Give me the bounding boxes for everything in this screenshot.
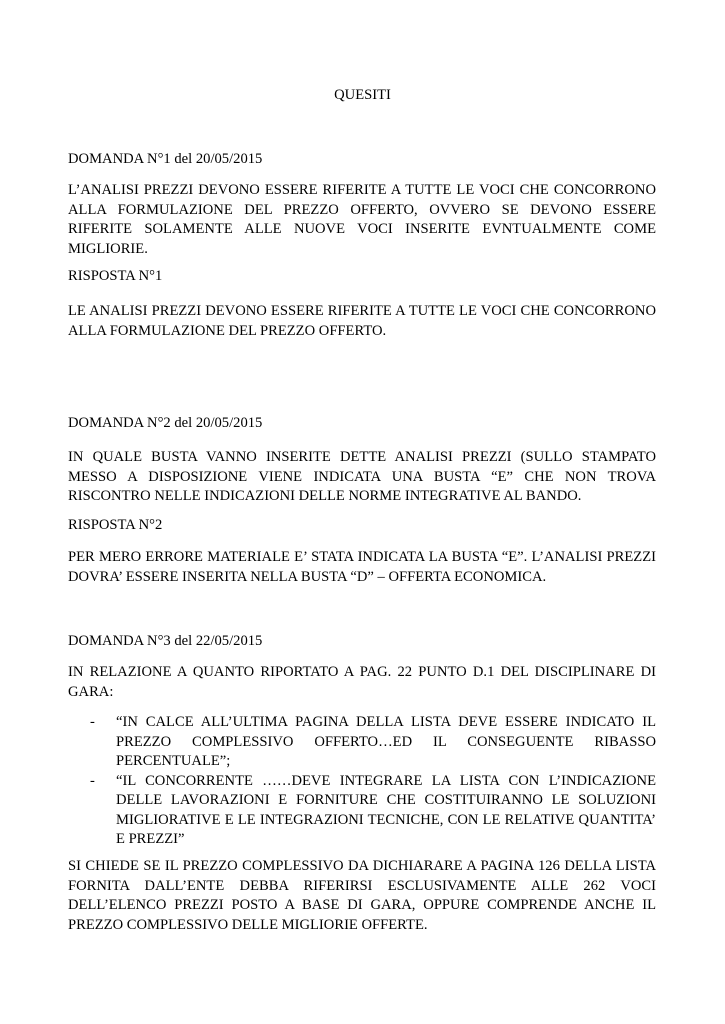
list-item-text: “IN CALCE ALL’ULTIMA PAGINA DELLA LISTA DEVE ESSERE INDICATO IL PREZZO COMPLESSIVO OFFERTO…ED IL CONSEGUENTE RIBASSO PERCENTUALE”; [116, 714, 656, 769]
dash-bullet: - [90, 714, 95, 730]
answer-1-text: LE ANALISI PREZZI DEVONO ESSERE RIFERITE A TUTTE LE VOCI CHE CONCORRONO ALLA FORMULAZIONE DEL PREZZO OFFERTO. [68, 303, 656, 339]
quoted-list [90, 713, 656, 850]
answer-2-text: PER MERO ERRORE MATERIALE E’ STATA INDICATA LA BUSTA “E”. L’ANALISI PREZZI DOVRA’ ESSERE INSERITA NELLA BUSTA “D” – OFFERTA ECONOMICA. [68, 549, 656, 585]
question-3-heading: DOMANDA N°3 del 22/05/2015 [68, 633, 263, 649]
question-1-heading: DOMANDA N°1 del 20/05/2015 [68, 151, 263, 167]
list-item-text: “IL CONCORRENTE ……DEVE INTEGRARE LA LISTA CON L’INDICAZIONE DELLE LAVORAZIONI E FORNITURE CHE COSTITUIRANNO LE SOLUZIONI MIGLIORATIVE E LE INTEGRAZIONI TECNICHE, CON LE RELATIVE QUANTITA’ E PREZZI” [116, 772, 656, 847]
question-3-intro: IN RELAZIONE A QUANTO RIPORTATO A PAG. 22 PUNTO D.1 DEL DISCIPLINARE DI GARA: [68, 664, 656, 700]
question-2-text: IN QUALE BUSTA VANNO INSERITE DETTE ANALISI PREZZI (SULLO STAMPATO MESSO A DISPOSIZIONE VIENE INDICATA UNA BUSTA “E” CHE NON TROVA RISCONTRO NELLE INDICAZIONI DELLE NORME INTEGRATIVE AL BANDO. [68, 449, 656, 504]
dash-bullet: - [90, 772, 95, 789]
question-1-text: L’ANALISI PREZZI DEVONO ESSERE RIFERITE A TUTTE LE VOCI CHE CONCORRONO ALLA FORMULAZIONE DEL PREZZO OFFERTO, OVVERO SE DEVONO ESSERE RIFERITE SOLAMENTE ALLE NUOVE VOCI INSERITE EVNTUALMENTE COME MIGLIORIE. [68, 182, 656, 257]
document-title: QUESITI [334, 87, 391, 103]
answer-1-heading: RISPOSTA N°1 [68, 268, 163, 284]
question-2-heading: DOMANDA N°2 del 20/05/2015 [68, 415, 263, 431]
question-3-text: SI CHIEDE SE IL PREZZO COMPLESSIVO DA DICHIARARE A PAGINA 126 DELLA LISTA FORNITA DALL’ENTE DEBBA RIFERIRSI ESCLUSIVAMENTE ALLE 262 VOCI DELL’ELENCO PREZZI POSTO A BASE DI GARA, OPPURE COMPRENDE ANCHE IL PREZZO COMPLESSIVO DELLE MIGLIORIE OFFERTE. [68, 858, 656, 933]
list-item [90, 713, 656, 772]
answer-2-heading: RISPOSTA N°2 [68, 517, 163, 533]
list-item [90, 772, 656, 850]
